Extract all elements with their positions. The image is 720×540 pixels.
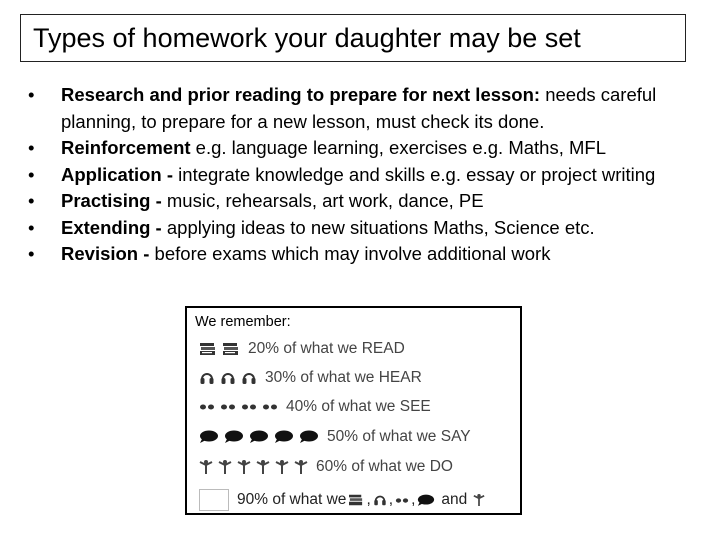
item-heading: Extending - (61, 216, 162, 238)
list-item (28, 82, 678, 135)
remember-row-hear (199, 367, 422, 389)
eyes-icon (395, 496, 409, 505)
eyes-icons (199, 402, 283, 412)
book-icons (199, 341, 245, 357)
item-text: integrate knowledge and skills e.g. essay or project writing (173, 163, 656, 185)
homework-types-list (28, 82, 678, 268)
remember-label: 30% of what we HEAR (265, 369, 422, 386)
remember-label: 90% of what we (237, 491, 347, 508)
empty-icon-placeholder (199, 489, 229, 511)
remember-row-read (199, 338, 405, 360)
eyes-icon (220, 402, 236, 412)
item-text: before exams which may involve additional work (149, 243, 551, 264)
separator: , (411, 491, 416, 508)
ear-icon (220, 370, 236, 386)
remember-row-combined (199, 489, 487, 511)
speech-bubble-icon (299, 430, 319, 444)
remember-image (185, 306, 522, 515)
speech-bubble-icon (199, 430, 219, 444)
ear-icon (373, 493, 387, 507)
item-heading: Revision - (61, 243, 150, 264)
item-heading: Research and prior reading to prepare for next lesson: (61, 84, 541, 105)
page-title: Types of homework your daughter may be set (33, 23, 581, 53)
book-icon (348, 493, 364, 507)
item-heading: Reinforcement (61, 137, 191, 158)
person-icon (218, 459, 232, 475)
item-text: music, rehearsals, art work, dance, PE (161, 190, 484, 211)
item-text: applying ideas to new situations Maths, Science etc. (161, 216, 595, 238)
item-text: e.g. language learning, exercises e.g. Maths, MFL (190, 137, 606, 158)
separator: , (366, 491, 371, 508)
remember-label: 60% of what we DO (316, 458, 453, 475)
list-item (28, 215, 678, 242)
title-box (20, 14, 686, 62)
book-icon (222, 341, 240, 357)
person-icon (199, 459, 213, 475)
bullet-dot: • (28, 216, 35, 238)
remember-row-do (199, 456, 453, 478)
list-item (28, 188, 678, 215)
remember-label: 20% of what we READ (248, 340, 405, 357)
speech-bubble-icon (417, 494, 435, 507)
speech-bubble-icon (224, 430, 244, 444)
ear-icon (241, 370, 257, 386)
ear-icon (199, 370, 215, 386)
person-icon (237, 459, 251, 475)
remember-heading: We remember: (195, 314, 291, 330)
speech-bubble-icons (199, 430, 324, 444)
bullet-dot: • (28, 243, 35, 264)
remember-row-see (199, 396, 431, 418)
eyes-icon (262, 402, 278, 412)
list-item (28, 162, 678, 189)
and-label: and (441, 491, 468, 508)
remember-row-say (199, 426, 471, 448)
ear-icons (199, 370, 262, 386)
list-item (28, 241, 678, 268)
list-item (28, 135, 678, 162)
bullet-dot: • (28, 190, 35, 211)
speech-bubble-icon (274, 430, 294, 444)
item-heading: Practising - (61, 190, 162, 211)
remember-label: 50% of what we SAY (327, 428, 471, 445)
person-icon (256, 459, 270, 475)
item-text: needs careful planning, to prepare for a new lesson, must check its done. (61, 84, 657, 132)
bullet-dot: • (28, 84, 35, 105)
eyes-icon (241, 402, 257, 412)
bullet-dot: • (28, 137, 35, 158)
book-icon (199, 341, 217, 357)
remember-label: 40% of what we SEE (286, 398, 431, 415)
person-icon (473, 493, 485, 507)
separator: , (388, 491, 394, 508)
speech-bubble-icon (249, 430, 269, 444)
bullet-dot: • (28, 163, 35, 185)
person-icon (275, 459, 289, 475)
item-heading: Application - (61, 163, 174, 185)
person-icon (294, 459, 308, 475)
person-icons (199, 459, 313, 475)
eyes-icon (199, 402, 215, 412)
